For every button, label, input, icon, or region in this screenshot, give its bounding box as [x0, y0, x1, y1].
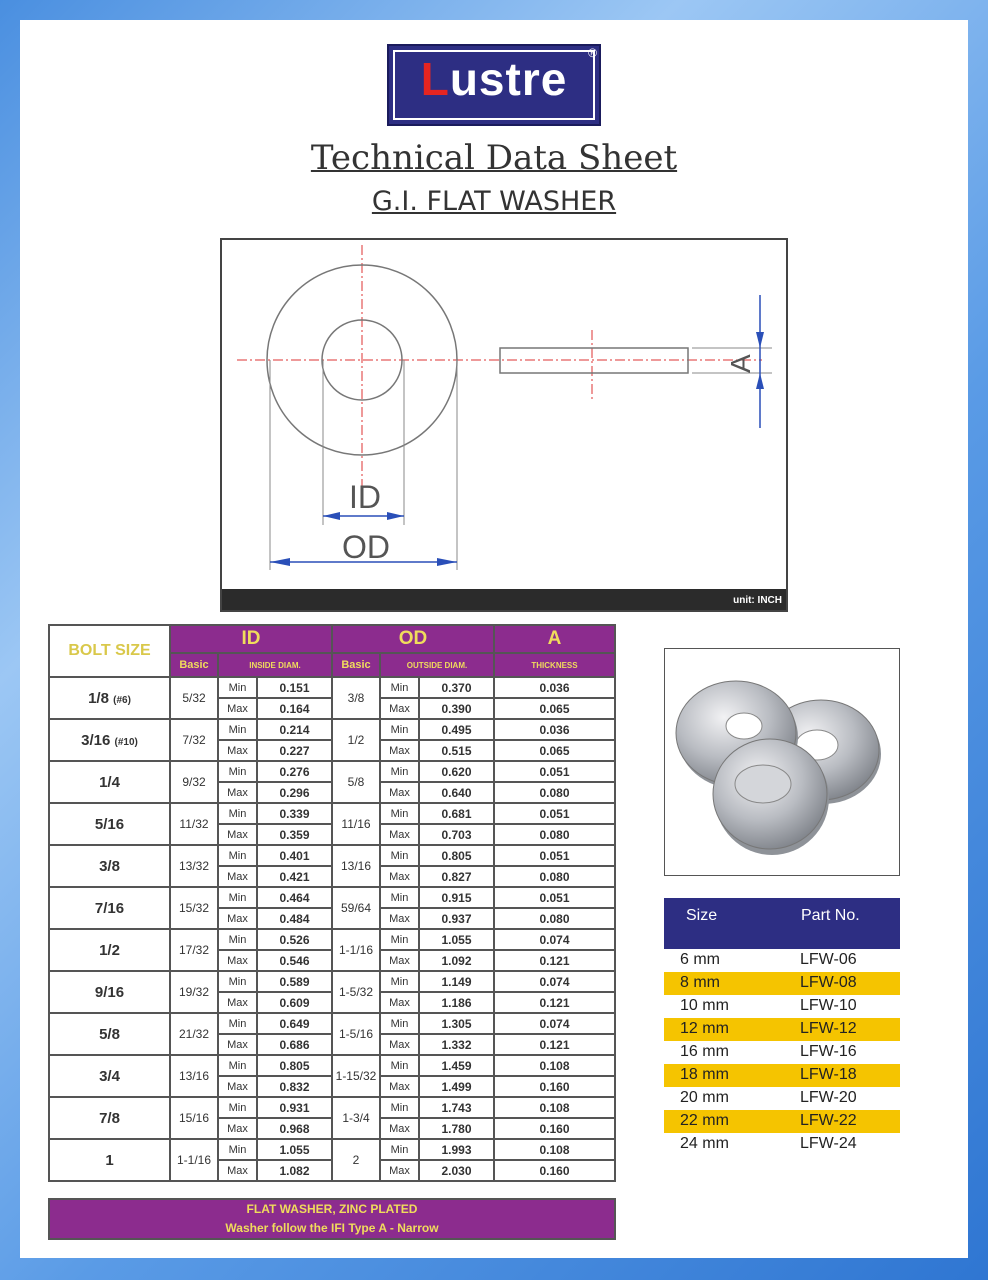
id-max: 0.968 — [257, 1118, 332, 1139]
id-max-label: Max — [218, 866, 257, 887]
part-number: LFW-20 — [800, 1089, 857, 1106]
od-basic: 1-15/32 — [332, 1055, 380, 1097]
bolt-size: 5/16 — [94, 815, 125, 833]
part-row — [664, 1087, 900, 1110]
id-min: 0.464 — [257, 887, 332, 908]
part-number-table — [664, 898, 900, 1156]
id-min: 0.214 — [257, 719, 332, 740]
id-min: 0.526 — [257, 929, 332, 950]
table-row — [49, 845, 615, 866]
table-row — [49, 929, 615, 950]
part-number: LFW-18 — [800, 1066, 857, 1083]
bolt-size-cell — [49, 803, 170, 845]
thickness-min: 0.108 — [494, 1055, 615, 1076]
id-basic: 9/32 — [170, 761, 218, 803]
thickness-max: 0.160 — [494, 1160, 615, 1181]
od-max: 0.390 — [419, 698, 494, 719]
washer-spec-table — [48, 624, 616, 1182]
id-basic: 1-1/16 — [170, 1139, 218, 1181]
id-max: 0.484 — [257, 908, 332, 929]
table-row — [49, 887, 615, 908]
bolt-size-cell — [49, 677, 170, 719]
od-min: 1.993 — [419, 1139, 494, 1160]
thickness-min: 0.036 — [494, 719, 615, 740]
washer-diagram-svg — [222, 240, 786, 589]
od-basic: 1-1/16 — [332, 929, 380, 971]
thickness-max: 0.080 — [494, 866, 615, 887]
id-basic: 13/32 — [170, 845, 218, 887]
od-basic: 1-5/16 — [332, 1013, 380, 1055]
od-basic: 3/8 — [332, 677, 380, 719]
od-min: 1.305 — [419, 1013, 494, 1034]
id-min: 1.055 — [257, 1139, 332, 1160]
id-min: 0.805 — [257, 1055, 332, 1076]
id-basic: 13/16 — [170, 1055, 218, 1097]
header-inside-diam: INSIDE DIAM. — [218, 653, 332, 677]
bolt-size-cell — [49, 929, 170, 971]
thickness-max: 0.065 — [494, 740, 615, 761]
od-min-label: Min — [380, 1139, 419, 1160]
od-max-label: Max — [380, 950, 419, 971]
od-min: 0.370 — [419, 677, 494, 698]
id-label: ID — [349, 479, 381, 515]
bolt-size-cell — [49, 761, 170, 803]
header-outside-diam: OUTSIDE DIAM. — [380, 653, 494, 677]
bolt-size-cell — [49, 719, 170, 761]
thickness-min: 0.036 — [494, 677, 615, 698]
id-min-label: Min — [218, 1097, 257, 1118]
id-min-label: Min — [218, 845, 257, 866]
od-min-label: Min — [380, 887, 419, 908]
od-max-label: Max — [380, 908, 419, 929]
part-size: 20 mm — [680, 1089, 729, 1106]
bolt-size: 3/16 — [81, 731, 111, 749]
od-min-label: Min — [380, 845, 419, 866]
data-sheet — [20, 20, 968, 1258]
thickness-min: 0.051 — [494, 887, 615, 908]
id-min-label: Min — [218, 1139, 257, 1160]
header-id: ID — [170, 625, 332, 653]
od-min-label: Min — [380, 929, 419, 950]
id-basic: 15/32 — [170, 887, 218, 929]
id-max: 1.082 — [257, 1160, 332, 1181]
part-size: 22 mm — [680, 1112, 729, 1129]
id-max-label: Max — [218, 740, 257, 761]
part-row — [664, 1041, 900, 1064]
od-max-label: Max — [380, 698, 419, 719]
id-min-label: Min — [218, 929, 257, 950]
id-max: 0.164 — [257, 698, 332, 719]
od-min: 0.495 — [419, 719, 494, 740]
id-basic: 5/32 — [170, 677, 218, 719]
bolt-size-cell — [49, 1139, 170, 1181]
part-size: 24 mm — [680, 1135, 729, 1152]
header-part-no: Part No. — [801, 907, 860, 924]
id-max: 0.296 — [257, 782, 332, 803]
thickness-max: 0.121 — [494, 1034, 615, 1055]
od-basic: 1/2 — [332, 719, 380, 761]
part-number: LFW-10 — [800, 997, 857, 1014]
bolt-size: 1/8 — [88, 689, 109, 707]
bolt-size: 1/2 — [99, 941, 120, 959]
od-max-label: Max — [380, 740, 419, 761]
od-min-label: Min — [380, 971, 419, 992]
od-max-label: Max — [380, 992, 419, 1013]
id-min-label: Min — [218, 761, 257, 782]
id-min-label: Min — [218, 1055, 257, 1076]
od-basic: 59/64 — [332, 887, 380, 929]
header-thickness: THICKNESS — [494, 653, 615, 677]
thickness-min: 0.074 — [494, 1013, 615, 1034]
id-basic: 15/16 — [170, 1097, 218, 1139]
id-min: 0.151 — [257, 677, 332, 698]
bolt-size: 1/4 — [99, 773, 120, 791]
id-max-label: Max — [218, 1160, 257, 1181]
part-size: 10 mm — [680, 997, 729, 1014]
id-max-label: Max — [218, 1076, 257, 1097]
id-max-label: Max — [218, 1034, 257, 1055]
od-min: 0.681 — [419, 803, 494, 824]
od-basic: 1-3/4 — [332, 1097, 380, 1139]
od-max-label: Max — [380, 1076, 419, 1097]
table-row — [49, 1055, 615, 1076]
table-row — [49, 719, 615, 740]
id-max-label: Max — [218, 950, 257, 971]
id-max: 0.227 — [257, 740, 332, 761]
a-label: A — [725, 354, 756, 373]
bolt-size: 1 — [105, 1151, 114, 1169]
table-row — [49, 1097, 615, 1118]
od-min-label: Min — [380, 719, 419, 740]
od-min-label: Min — [380, 803, 419, 824]
washer-drawing — [220, 238, 788, 612]
bolt-size: 3/4 — [99, 1067, 120, 1085]
footer-line-2: Washer follow the IFI Type A - Narrow — [225, 1221, 439, 1235]
od-min: 1.055 — [419, 929, 494, 950]
od-max: 0.640 — [419, 782, 494, 803]
od-max: 0.937 — [419, 908, 494, 929]
part-row — [664, 1018, 900, 1041]
bolt-size-cell — [49, 971, 170, 1013]
id-min: 0.649 — [257, 1013, 332, 1034]
bolt-size-cell — [49, 1055, 170, 1097]
bolt-size: 5/8 — [99, 1025, 120, 1043]
table-row — [49, 677, 615, 698]
od-max-label: Max — [380, 1118, 419, 1139]
thickness-max: 0.065 — [494, 698, 615, 719]
part-row — [664, 949, 900, 972]
header-bolt-size: BOLT SIZE — [49, 625, 170, 677]
id-basic: 21/32 — [170, 1013, 218, 1055]
part-number: LFW-24 — [800, 1135, 857, 1152]
logo-l-letter: L — [420, 53, 450, 105]
id-max-label: Max — [218, 824, 257, 845]
part-table-header — [664, 898, 900, 949]
od-min: 1.743 — [419, 1097, 494, 1118]
od-basic: 11/16 — [332, 803, 380, 845]
id-max: 0.609 — [257, 992, 332, 1013]
id-max: 0.359 — [257, 824, 332, 845]
thickness-max: 0.080 — [494, 824, 615, 845]
bolt-size: 3/8 — [99, 857, 120, 875]
header-od: OD — [332, 625, 494, 653]
od-min: 1.149 — [419, 971, 494, 992]
page-title: Technical Data Sheet — [310, 138, 678, 178]
od-min: 0.805 — [419, 845, 494, 866]
bolt-size-cell — [49, 845, 170, 887]
bolt-size-cell — [49, 887, 170, 929]
bolt-size-cell — [49, 1013, 170, 1055]
table-row — [49, 761, 615, 782]
id-basic: 17/32 — [170, 929, 218, 971]
od-max: 1.186 — [419, 992, 494, 1013]
id-min: 0.401 — [257, 845, 332, 866]
header-od-basic: Basic — [332, 653, 380, 677]
od-max-label: Max — [380, 782, 419, 803]
table-row — [49, 1139, 615, 1160]
od-min: 0.915 — [419, 887, 494, 908]
od-max: 0.827 — [419, 866, 494, 887]
od-basic: 1-5/32 — [332, 971, 380, 1013]
thickness-min: 0.074 — [494, 929, 615, 950]
od-max: 1.499 — [419, 1076, 494, 1097]
part-number: LFW-12 — [800, 1020, 857, 1037]
part-row — [664, 972, 900, 995]
part-size: 8 mm — [680, 974, 720, 991]
part-row — [664, 1110, 900, 1133]
od-min-label: Min — [380, 1013, 419, 1034]
header-a: A — [494, 625, 615, 653]
part-size: 18 mm — [680, 1066, 729, 1083]
thickness-min: 0.051 — [494, 761, 615, 782]
id-min-label: Min — [218, 719, 257, 740]
id-max-label: Max — [218, 992, 257, 1013]
washer-photo-svg — [665, 649, 899, 875]
table-row — [49, 803, 615, 824]
part-number: LFW-06 — [800, 951, 857, 968]
id-min-label: Min — [218, 887, 257, 908]
washer-front — [713, 739, 829, 855]
registered-mark: ® — [588, 46, 597, 60]
thickness-max: 0.160 — [494, 1118, 615, 1139]
id-min-label: Min — [218, 1013, 257, 1034]
bolt-size: 7/8 — [99, 1109, 120, 1127]
thickness-max: 0.080 — [494, 782, 615, 803]
id-basic: 19/32 — [170, 971, 218, 1013]
od-max-label: Max — [380, 866, 419, 887]
od-min-label: Min — [380, 761, 419, 782]
od-min-label: Min — [380, 1055, 419, 1076]
page-subtitle: G.I. FLAT WASHER — [371, 186, 617, 217]
table-row — [49, 971, 615, 992]
part-number: LFW-16 — [800, 1043, 857, 1060]
part-row — [664, 1133, 900, 1156]
bolt-size-number: (#6) — [113, 694, 131, 706]
bolt-size-number: (#10) — [114, 736, 138, 748]
part-number: LFW-08 — [800, 974, 857, 991]
od-max: 1.092 — [419, 950, 494, 971]
thickness-max: 0.160 — [494, 1076, 615, 1097]
unit-bar — [222, 589, 786, 610]
od-min: 0.620 — [419, 761, 494, 782]
part-row — [664, 1064, 900, 1087]
id-basic: 7/32 — [170, 719, 218, 761]
id-min: 0.276 — [257, 761, 332, 782]
od-max: 0.703 — [419, 824, 494, 845]
id-min: 0.589 — [257, 971, 332, 992]
washer-photo — [664, 648, 900, 876]
part-row — [664, 995, 900, 1018]
logo-rest: ustre — [449, 53, 568, 105]
id-max-label: Max — [218, 782, 257, 803]
part-size: 6 mm — [680, 951, 720, 968]
od-label: OD — [342, 529, 390, 565]
lustre-logo — [387, 44, 601, 126]
thickness-max: 0.121 — [494, 950, 615, 971]
od-min: 1.459 — [419, 1055, 494, 1076]
header-row-1 — [49, 625, 615, 653]
od-basic: 2 — [332, 1139, 380, 1181]
od-max: 1.780 — [419, 1118, 494, 1139]
thickness-min: 0.108 — [494, 1139, 615, 1160]
header-size: Size — [686, 907, 718, 924]
id-basic: 11/32 — [170, 803, 218, 845]
header-id-basic: Basic — [170, 653, 218, 677]
part-number: LFW-22 — [800, 1112, 857, 1129]
od-min-label: Min — [380, 1097, 419, 1118]
part-size: 16 mm — [680, 1043, 729, 1060]
od-basic: 13/16 — [332, 845, 380, 887]
id-max: 0.686 — [257, 1034, 332, 1055]
id-max-label: Max — [218, 908, 257, 929]
id-min: 0.339 — [257, 803, 332, 824]
footer-line-1: FLAT WASHER, ZINC PLATED — [246, 1202, 418, 1216]
od-max-label: Max — [380, 1160, 419, 1181]
part-size: 12 mm — [680, 1020, 729, 1037]
id-min-label: Min — [218, 677, 257, 698]
id-max-label: Max — [218, 1118, 257, 1139]
id-max: 0.421 — [257, 866, 332, 887]
unit-label: unit: INCH — [733, 595, 782, 606]
id-max-label: Max — [218, 698, 257, 719]
thickness-min: 0.074 — [494, 971, 615, 992]
od-basic: 5/8 — [332, 761, 380, 803]
thickness-max: 0.080 — [494, 908, 615, 929]
od-max: 2.030 — [419, 1160, 494, 1181]
id-min-label: Min — [218, 803, 257, 824]
bolt-size-cell — [49, 1097, 170, 1139]
thickness-min: 0.051 — [494, 845, 615, 866]
thickness-min: 0.108 — [494, 1097, 615, 1118]
od-max-label: Max — [380, 1034, 419, 1055]
bolt-size: 9/16 — [94, 983, 125, 1001]
table-row — [49, 1013, 615, 1034]
od-max-label: Max — [380, 824, 419, 845]
bolt-size: 7/16 — [94, 899, 125, 917]
id-max: 0.832 — [257, 1076, 332, 1097]
id-min-label: Min — [218, 971, 257, 992]
thickness-max: 0.121 — [494, 992, 615, 1013]
spec-footer — [48, 1198, 616, 1240]
od-max: 0.515 — [419, 740, 494, 761]
thickness-min: 0.051 — [494, 803, 615, 824]
id-min: 0.931 — [257, 1097, 332, 1118]
id-max: 0.546 — [257, 950, 332, 971]
od-min-label: Min — [380, 677, 419, 698]
od-max: 1.332 — [419, 1034, 494, 1055]
